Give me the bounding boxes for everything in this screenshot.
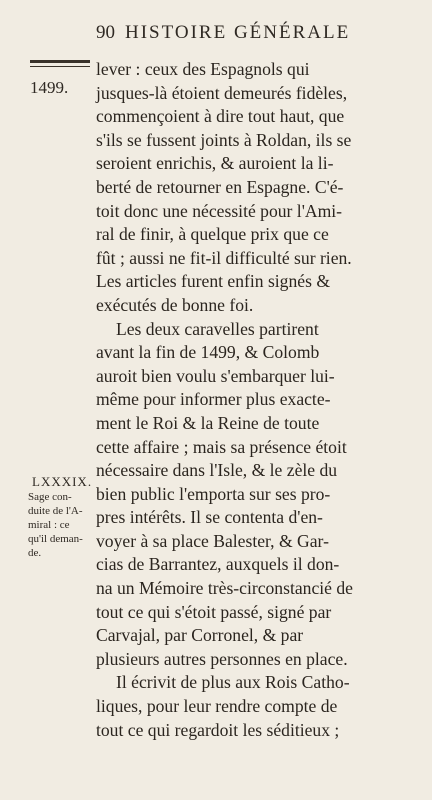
text-line: seroient enrichis, & auroient la li-	[96, 153, 334, 174]
text-line: lever : ceux des Espagnols qui	[96, 59, 310, 79]
text-line: s'ils se fussent joints à Roldan, ils se	[96, 129, 352, 150]
text-line: ral de finir, à quelque prix que ce	[96, 224, 329, 245]
text-line: tout ce qui s'étoit passé, signé par	[96, 601, 332, 622]
margin-note	[28, 474, 92, 560]
margin-note-line: Sage con-	[28, 491, 72, 503]
text-line: jusques-là étoient demeurés fidèles,	[96, 82, 348, 103]
text-line: avant la fin de 1499, & Colomb	[96, 342, 320, 363]
text-line: na un Mémoire très-circonstancié de	[96, 578, 353, 599]
page-header	[96, 22, 350, 44]
text-line: Carvajal, par Corronel, & par	[96, 625, 304, 646]
text-line: bien public l'emporta sur ses pro-	[96, 483, 331, 504]
text-line: Les deux caravelles partirent	[116, 318, 319, 339]
text-line: pres intérêts. Il se contenta d'en-	[96, 507, 323, 528]
text-line: toit donc une nécessité pour l'Ami-	[96, 200, 343, 221]
margin-note-line: qu'il deman-	[28, 533, 83, 545]
ornamental-rule	[30, 60, 90, 63]
text-line: Les articles furent enfin signés &	[96, 271, 331, 292]
ornamental-rule-thin	[30, 66, 90, 67]
text-line: plusieurs autres personnes en place.	[96, 648, 348, 669]
text-line: berté de retourner en Espagne. C'é-	[96, 176, 344, 197]
text-line: fût ; aussi ne fit-il difficulté sur rien.	[96, 247, 352, 268]
text-line: liques, pour leur rendre compte de	[96, 696, 338, 717]
margin-year: 1499.	[30, 78, 69, 97]
text-line: ment le Roi & la Reine de toute	[96, 412, 320, 433]
margin-note-line: miral : ce	[28, 519, 70, 531]
text-line: nécessaire dans l'Isle, & le zèle du	[96, 460, 338, 481]
page-number: 90	[96, 22, 115, 43]
text-line: même pour informer plus exacte-	[96, 389, 331, 410]
text-line: auroit bien voulu s'embarquer lui-	[96, 365, 335, 386]
margin-note-line: de.	[28, 547, 42, 559]
text-line: cette affaire ; mais sa présence étoit	[96, 436, 347, 457]
text-line: commençoient à dire tout haut, que	[96, 106, 345, 127]
text-line: voyer à sa place Balester, & Gar-	[96, 530, 329, 551]
text-line: cias de Barrantez, auxquels il don-	[96, 554, 340, 575]
running-title: HISTOIRE GÉNÉRALE	[125, 22, 351, 43]
text-line: exécutés de bonne foi.	[96, 294, 254, 315]
text-line: tout ce qui regardoit les séditieux ;	[96, 719, 340, 740]
body-text	[96, 58, 416, 742]
margin-note-number: LXXXIX.	[32, 474, 93, 489]
text-line: Il écrivit de plus aux Rois Catho-	[116, 672, 350, 693]
margin-note-line: duite de l'A-	[28, 505, 83, 517]
